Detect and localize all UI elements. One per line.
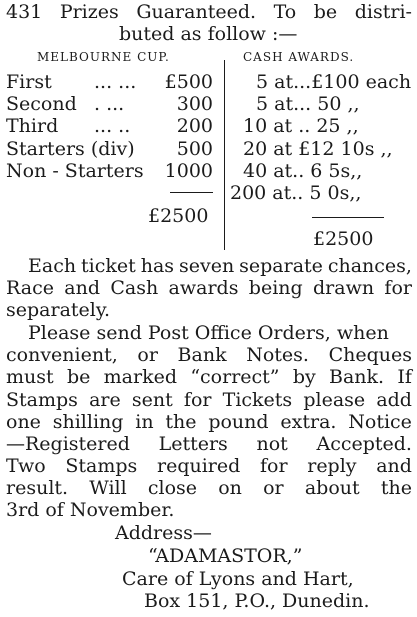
word: for	[183, 389, 212, 411]
word: the	[165, 411, 197, 433]
address-name: “ADAMASTOR,”	[148, 545, 303, 567]
heading-word: Prizes	[59, 1, 119, 23]
word: marked	[103, 366, 178, 388]
word: being	[248, 277, 303, 299]
paragraph-1-line	[6, 278, 412, 299]
heading-word: 431	[6, 1, 43, 23]
word: be	[66, 366, 91, 388]
address-box: Box 151, P.O., Dunedin.	[144, 590, 370, 612]
word: and	[64, 277, 101, 299]
prize-name: Non - Starters	[6, 160, 144, 182]
word: “correct”	[190, 366, 280, 388]
word: and	[376, 455, 412, 477]
word: awards	[168, 277, 239, 299]
melbourne-cup-header: MELBOURNE CUP.	[37, 50, 170, 64]
prize-amount: £500	[164, 71, 213, 93]
word: drawn	[313, 277, 375, 299]
paragraph-2-line	[6, 412, 412, 433]
prize-dots: ... ..	[94, 115, 131, 137]
heading-word: distri-	[354, 1, 412, 23]
cash-award-row: 40 at.. 6 5s,,	[243, 160, 363, 182]
prize-amount: 200	[176, 115, 213, 137]
cash-award-row: 200 at.. 5 0s,,	[230, 182, 362, 204]
paragraph-2-line	[6, 390, 412, 411]
race-total-rule	[170, 192, 213, 193]
word: Bank.	[329, 366, 385, 388]
paragraph-2-last-line: 3rd of November.	[6, 499, 175, 521]
paragraph-2-line	[6, 345, 412, 366]
word: shilling	[52, 411, 124, 433]
word: Will	[89, 477, 127, 499]
heading-word: To	[273, 1, 297, 23]
paragraph-1-last-line: separately.	[6, 299, 111, 321]
prize-name: First	[6, 71, 52, 93]
word: must	[6, 366, 54, 388]
heading-word: Guaranteed.	[136, 1, 257, 23]
cash-award-row: 10 at .. 25 ,,	[243, 115, 359, 137]
word: Notice	[348, 411, 412, 433]
prize-dots: ... ...	[94, 71, 137, 93]
word: Two	[6, 455, 46, 477]
race-total: £2500	[148, 205, 209, 227]
paragraph-2-line	[6, 478, 412, 499]
word: seven	[178, 255, 235, 277]
heading-line-1	[6, 2, 412, 23]
prize-dots: . ...	[94, 93, 125, 115]
word: extra.	[280, 411, 337, 433]
word: close	[147, 477, 198, 499]
word: for	[384, 277, 412, 299]
paragraph-2-line	[6, 456, 412, 477]
column-divider	[224, 60, 225, 250]
word: Cash	[110, 277, 159, 299]
prize-amount: 1000	[164, 160, 213, 182]
paragraph-2-line	[6, 367, 412, 388]
word: Stamps	[6, 389, 78, 411]
word: convenient,	[6, 344, 118, 366]
prize-amount: 500	[176, 138, 213, 160]
word: separate	[239, 255, 323, 277]
word: by	[292, 366, 316, 388]
word: If	[397, 366, 412, 388]
word: one	[6, 411, 41, 433]
prize-name: Starters (div)	[6, 138, 135, 160]
cash-total: £2500	[313, 228, 374, 250]
heading-word: be	[313, 1, 338, 23]
word: Stamps	[65, 455, 138, 477]
prize-name: Second	[6, 93, 77, 115]
word: Cheques	[328, 344, 412, 366]
word: has	[140, 255, 175, 277]
paragraph-2-first-line: Please send Post Office Orders, when	[28, 322, 389, 344]
word: about	[304, 477, 360, 499]
word: Letters	[158, 433, 228, 455]
word: ticket	[81, 255, 136, 277]
word: Tickets	[222, 389, 293, 411]
word: pound	[208, 411, 269, 433]
paragraph-1-line	[28, 256, 412, 277]
word: or	[137, 344, 158, 366]
word: for	[259, 455, 288, 477]
cash-award-row: 5 at... 50 ,,	[256, 93, 360, 115]
word: result.	[6, 477, 69, 499]
heading-line-2: buted as follow :—	[119, 23, 298, 45]
word: Accepted.	[316, 433, 412, 455]
word: Each	[28, 255, 77, 277]
cash-awards-header: CASH AWARDS.	[243, 50, 355, 64]
paragraph-2-line	[6, 434, 412, 455]
word: not	[256, 433, 288, 455]
address-care-of: Care of Lyons and Hart,	[122, 568, 354, 590]
word: on	[218, 477, 242, 499]
word: or	[263, 477, 284, 499]
word: sent	[131, 389, 173, 411]
address-label: Address—	[115, 522, 212, 544]
word: add	[376, 389, 412, 411]
word: Notes.	[246, 344, 309, 366]
word: are	[89, 389, 121, 411]
word: Race	[6, 277, 54, 299]
prize-name: Third	[6, 115, 59, 137]
word: the	[380, 477, 412, 499]
cash-award-row: 20 at £12 10s ,,	[243, 138, 393, 160]
prize-amount: 300	[176, 93, 213, 115]
word: please	[303, 389, 366, 411]
word: —Registered	[6, 433, 130, 455]
word: reply	[307, 455, 357, 477]
word: in	[135, 411, 154, 433]
word: required	[157, 455, 241, 477]
word: chances,	[327, 255, 412, 277]
word: Bank	[177, 344, 227, 366]
cash-award-row: 5 at...£100 each	[256, 71, 412, 93]
cash-total-rule	[312, 217, 384, 218]
